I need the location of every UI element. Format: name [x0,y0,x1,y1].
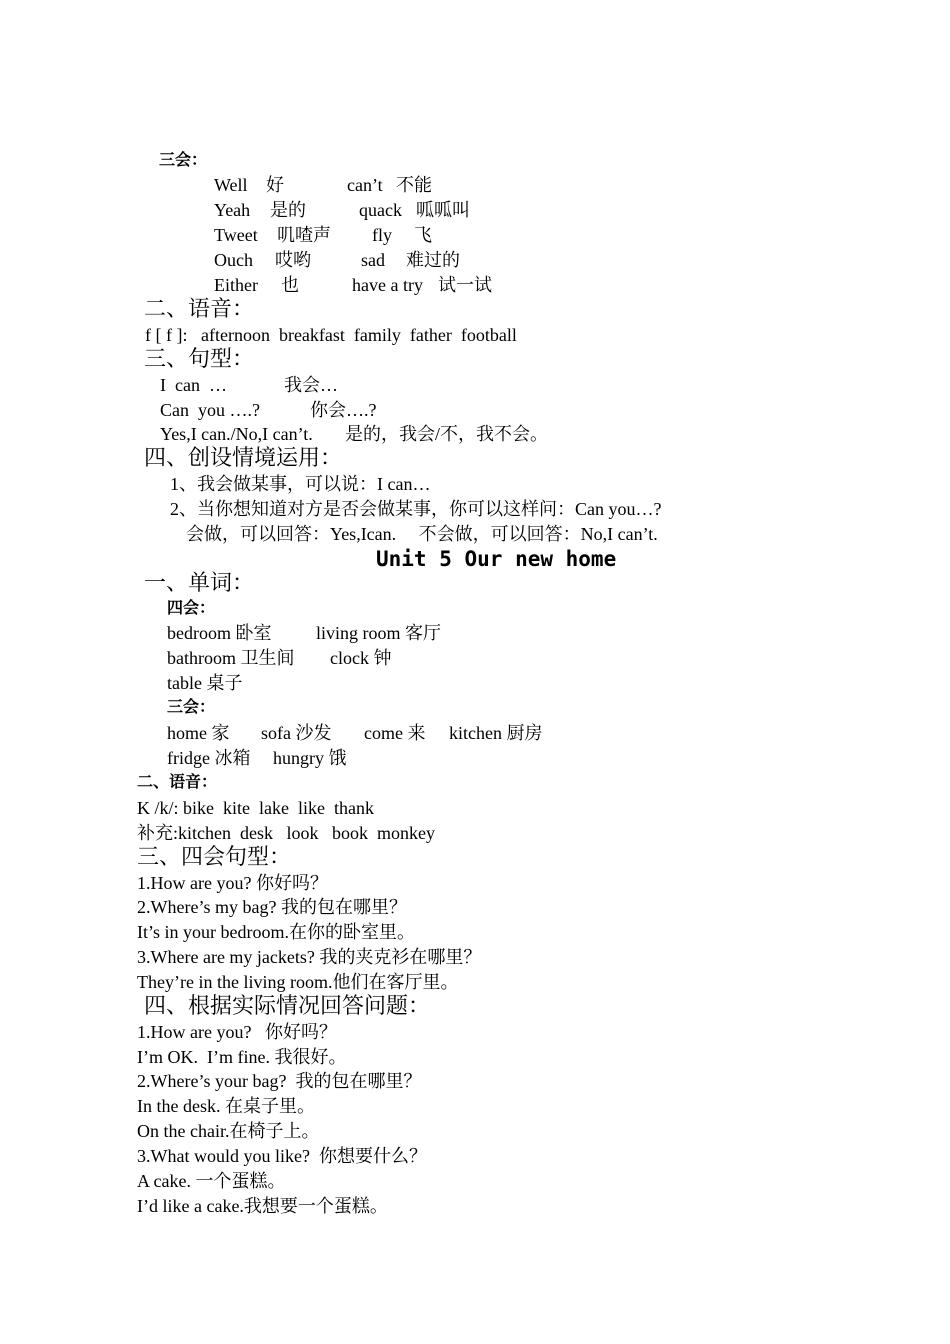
vocab-item: home 家 [167,723,230,743]
subheading-sihui: 四会： [167,598,216,617]
vocab-item: fridge 冰箱 [167,748,251,768]
sentence-en: Yes,I can./No,I can’t. [160,424,313,444]
word-zh: 是的 [270,200,306,220]
vocab-item: living room 客厅 [316,623,441,643]
vocab-item: bedroom 卧室 [167,623,272,643]
word-en: Well [214,175,248,195]
subheading-sanhui: 三会： [167,697,216,716]
phonics-line: K /k/: bike kite lake like thank [137,798,374,818]
sentence-line: They’re in the living room.他们在客厅里。 [137,972,459,992]
word-en: Tweet [214,225,258,245]
section-heading-sanhui: 三会： [159,150,208,169]
word-zh: 好 [266,175,284,195]
vocab-item: bathroom 卫生间 [167,648,295,668]
section-heading-key-sentences: 三、四会句型： [137,845,292,870]
section-heading-phonics: 二、语音： [137,772,218,791]
sentence-en: Can you ….? [160,400,260,420]
section-heading-sentences: 三、句型： [144,347,255,372]
word-en: Either [214,275,258,295]
sentence-zh: 是的，我会/不，我不会。 [345,424,548,444]
answer-line: A cake. 一个蛋糕。 [137,1171,286,1191]
section-heading-words: 一、单词： [144,571,255,596]
vocab-item: kitchen 厨房 [449,723,543,743]
word-zh: 飞 [414,225,432,245]
word-en: fly [372,225,392,245]
answer-line: 1.How are you? 你好吗？ [137,1022,337,1042]
word-en: Ouch [214,250,253,270]
sentence-zh: 我会… [284,375,338,395]
word-en: sad [361,250,385,270]
vocab-item: table 桌子 [167,673,243,693]
answer-line: In the desk. 在桌子里。 [137,1096,315,1116]
word-zh: 试一试 [438,275,492,295]
vocab-item: hungry 饿 [273,748,347,768]
phonics-line: 补充:kitchen desk look book monkey [137,823,435,843]
vocab-item: clock 钟 [330,648,392,668]
section-heading-usage: 四、创设情境运用： [144,446,343,471]
sentence-en: I can … [160,375,227,395]
section-heading-phonics: 二、语音： [144,297,255,322]
sentence-line: 2.Where’s my bag? 我的包在哪里？ [137,897,407,917]
usage-line: 会做，可以回答：Yes,Ican. 不会做，可以回答：No,I can’t. [186,524,658,544]
vocab-item: come 来 [364,723,426,743]
word-zh: 不能 [396,175,432,195]
word-en: Yeah [214,200,251,220]
word-en: have a try [352,275,423,295]
usage-line: 1、我会做某事，可以说：I can… [170,474,431,494]
sentence-line: 1.How are you? 你好吗？ [137,873,328,893]
sentence-line: It’s in your bedroom.在你的卧室里。 [137,922,415,942]
answer-line: 2.Where’s your bag? 我的包在哪里？ [137,1071,422,1091]
usage-line: 2、当你想知道对方是否会做某事，你可以这样问：Can you…? [170,499,662,519]
answer-line: I’m OK. I’m fine. 我很好。 [137,1047,347,1067]
word-en: can’t [347,175,383,195]
word-zh: 难过的 [406,250,460,270]
answer-line: On the chair.在椅子上。 [137,1121,320,1141]
word-zh: 呱呱叫 [416,200,470,220]
answer-line: I’d like a cake.我想要一个蛋糕。 [137,1196,388,1216]
unit-title: Unit 5 Our new home [376,547,617,571]
sentence-zh: 你会….? [310,400,377,420]
word-zh: 叽喳声 [277,225,331,245]
section-heading-answer: 四、根据实际情况回答问题： [144,994,431,1019]
phonics-line: f [ f ]: afternoon breakfast family father football [145,325,517,345]
word-zh: 哎哟 [275,250,311,270]
word-zh: 也 [281,275,299,295]
word-en: quack [359,200,402,220]
answer-line: 3.What would you like? 你想要什么？ [137,1146,427,1166]
sentence-line: 3.Where are my jackets? 我的夹克衫在哪里？ [137,947,482,967]
vocab-item: sofa 沙发 [261,723,332,743]
